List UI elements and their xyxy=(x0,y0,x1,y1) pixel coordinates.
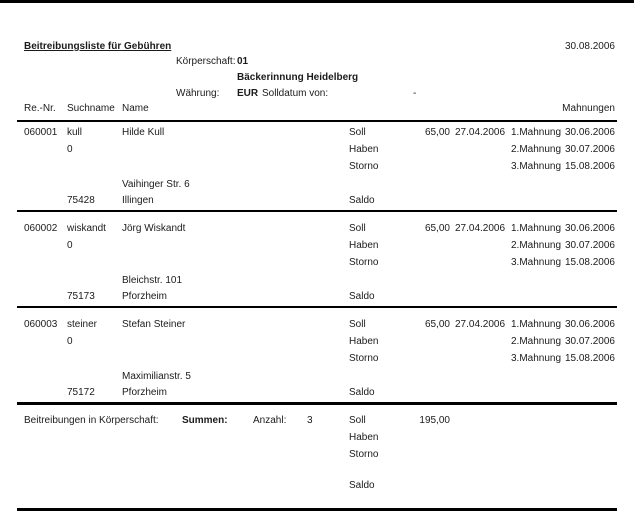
posting-label-saldo: Saldo xyxy=(349,291,375,302)
record-suchname: wiskandt xyxy=(67,223,106,234)
record-re-nr: 060003 xyxy=(24,319,58,330)
mahnung-3-label: 3.Mahnung xyxy=(511,353,562,364)
record-name: Jörg Wiskandt xyxy=(122,223,186,234)
header-rule xyxy=(17,120,617,122)
mahnung-3-date: 15.08.2006 xyxy=(564,353,615,364)
record-soll-amount: 65,00 xyxy=(424,223,450,234)
record-row xyxy=(0,319,634,405)
report-title: Beitreibungsliste für Gebühren xyxy=(24,41,172,52)
summary-section-label: Beitreibungen in Körperschaft: xyxy=(24,415,159,426)
record-re-nr: 060001 xyxy=(24,127,58,138)
koerperschaft-label: Körperschaft: xyxy=(176,56,236,67)
posting-label-haben: Haben xyxy=(349,240,379,251)
summary-soll-total: 195,00 xyxy=(419,415,450,426)
mahnung-2-label: 2.Mahnung xyxy=(511,336,562,347)
mahnung-1-label: 1.Mahnung xyxy=(511,223,562,234)
posting-label-haben: Haben xyxy=(349,144,379,155)
record-row xyxy=(0,223,634,309)
mahnung-2-label: 2.Mahnung xyxy=(511,240,562,251)
mahnung-2-label: 2.Mahnung xyxy=(511,144,562,155)
mahnung-1-date: 30.06.2006 xyxy=(564,127,615,138)
record-re-nr: 060002 xyxy=(24,223,58,234)
record-city: Illingen xyxy=(122,195,154,206)
posting-label-saldo: Saldo xyxy=(349,195,375,206)
posting-label-storno: Storno xyxy=(349,353,379,364)
column-header-suchname: Suchname xyxy=(67,103,115,114)
record-city: Pforzheim xyxy=(122,291,168,302)
waehrung-value: EUR xyxy=(237,88,259,99)
posting-label-storno: Storno xyxy=(349,257,379,268)
posting-label-soll: Soll xyxy=(349,223,366,234)
record-soll-amount: 65,00 xyxy=(424,319,450,330)
column-header-mahnungen: Mahnungen xyxy=(562,103,615,114)
mahnung-3-label: 3.Mahnung xyxy=(511,161,562,172)
mahnung-3-date: 15.08.2006 xyxy=(564,161,615,172)
posting-label-saldo: Saldo xyxy=(349,480,375,491)
posting-label-soll: Soll xyxy=(349,319,366,330)
posting-label-soll: Soll xyxy=(349,415,366,426)
solldatum-label: Solldatum von: xyxy=(262,88,329,99)
posting-label-storno: Storno xyxy=(349,161,379,172)
record-soll-date: 27.04.2006 xyxy=(455,127,506,138)
posting-label-soll: Soll xyxy=(349,127,366,138)
mahnung-3-date: 15.08.2006 xyxy=(564,257,615,268)
record-sub-nr: 0 xyxy=(67,240,73,251)
record-street: Bleichstr. 101 xyxy=(122,275,183,286)
page-top-border xyxy=(0,0,634,3)
print-date: 30.08.2006 xyxy=(564,41,615,52)
record-name: Hilde Kull xyxy=(122,127,165,138)
record-plz: 75428 xyxy=(67,195,95,206)
record-row xyxy=(0,127,634,213)
record-sub-nr: 0 xyxy=(67,336,73,347)
record-suchname: steiner xyxy=(67,319,98,330)
column-header-name: Name xyxy=(122,103,149,114)
posting-label-haben: Haben xyxy=(349,336,379,347)
summen-label: Summen: xyxy=(182,415,228,426)
mahnung-1-date: 30.06.2006 xyxy=(564,223,615,234)
summary-section xyxy=(0,415,634,510)
koerperschaft-value: 01 xyxy=(237,56,249,67)
record-plz: 75172 xyxy=(67,387,95,398)
record-plz: 75173 xyxy=(67,291,95,302)
mahnung-2-date: 30.07.2006 xyxy=(564,240,615,251)
record-street: Vaihinger Str. 6 xyxy=(122,179,190,190)
posting-label-haben: Haben xyxy=(349,432,379,443)
mahnung-2-date: 30.07.2006 xyxy=(564,336,615,347)
mahnung-1-label: 1.Mahnung xyxy=(511,127,562,138)
bottom-rule xyxy=(17,508,617,511)
record-soll-amount: 65,00 xyxy=(424,127,450,138)
record-separator-2 xyxy=(17,306,617,308)
mahnung-3-label: 3.Mahnung xyxy=(511,257,562,268)
record-sub-nr: 0 xyxy=(67,144,73,155)
anzahl-label: Anzahl: xyxy=(253,415,287,426)
mahnung-1-date: 30.06.2006 xyxy=(564,319,615,330)
koerperschaft-name: Bäckerinnung Heidelberg xyxy=(237,72,359,83)
record-soll-date: 27.04.2006 xyxy=(455,319,506,330)
record-street: Maximilianstr. 5 xyxy=(122,371,191,382)
mahnung-2-date: 30.07.2006 xyxy=(564,144,615,155)
anzahl-value: 3 xyxy=(307,415,313,426)
record-suchname: kull xyxy=(67,127,83,138)
record-separator-1 xyxy=(17,210,617,212)
solldatum-value: - xyxy=(413,88,417,99)
summary-top-rule xyxy=(17,402,617,405)
record-soll-date: 27.04.2006 xyxy=(455,223,506,234)
waehrung-label: Währung: xyxy=(176,88,220,99)
posting-label-storno: Storno xyxy=(349,449,379,460)
column-header-re-nr: Re.-Nr. xyxy=(24,103,56,114)
posting-label-saldo: Saldo xyxy=(349,387,375,398)
record-city: Pforzheim xyxy=(122,387,168,398)
mahnung-1-label: 1.Mahnung xyxy=(511,319,562,330)
record-name: Stefan Steiner xyxy=(122,319,186,330)
